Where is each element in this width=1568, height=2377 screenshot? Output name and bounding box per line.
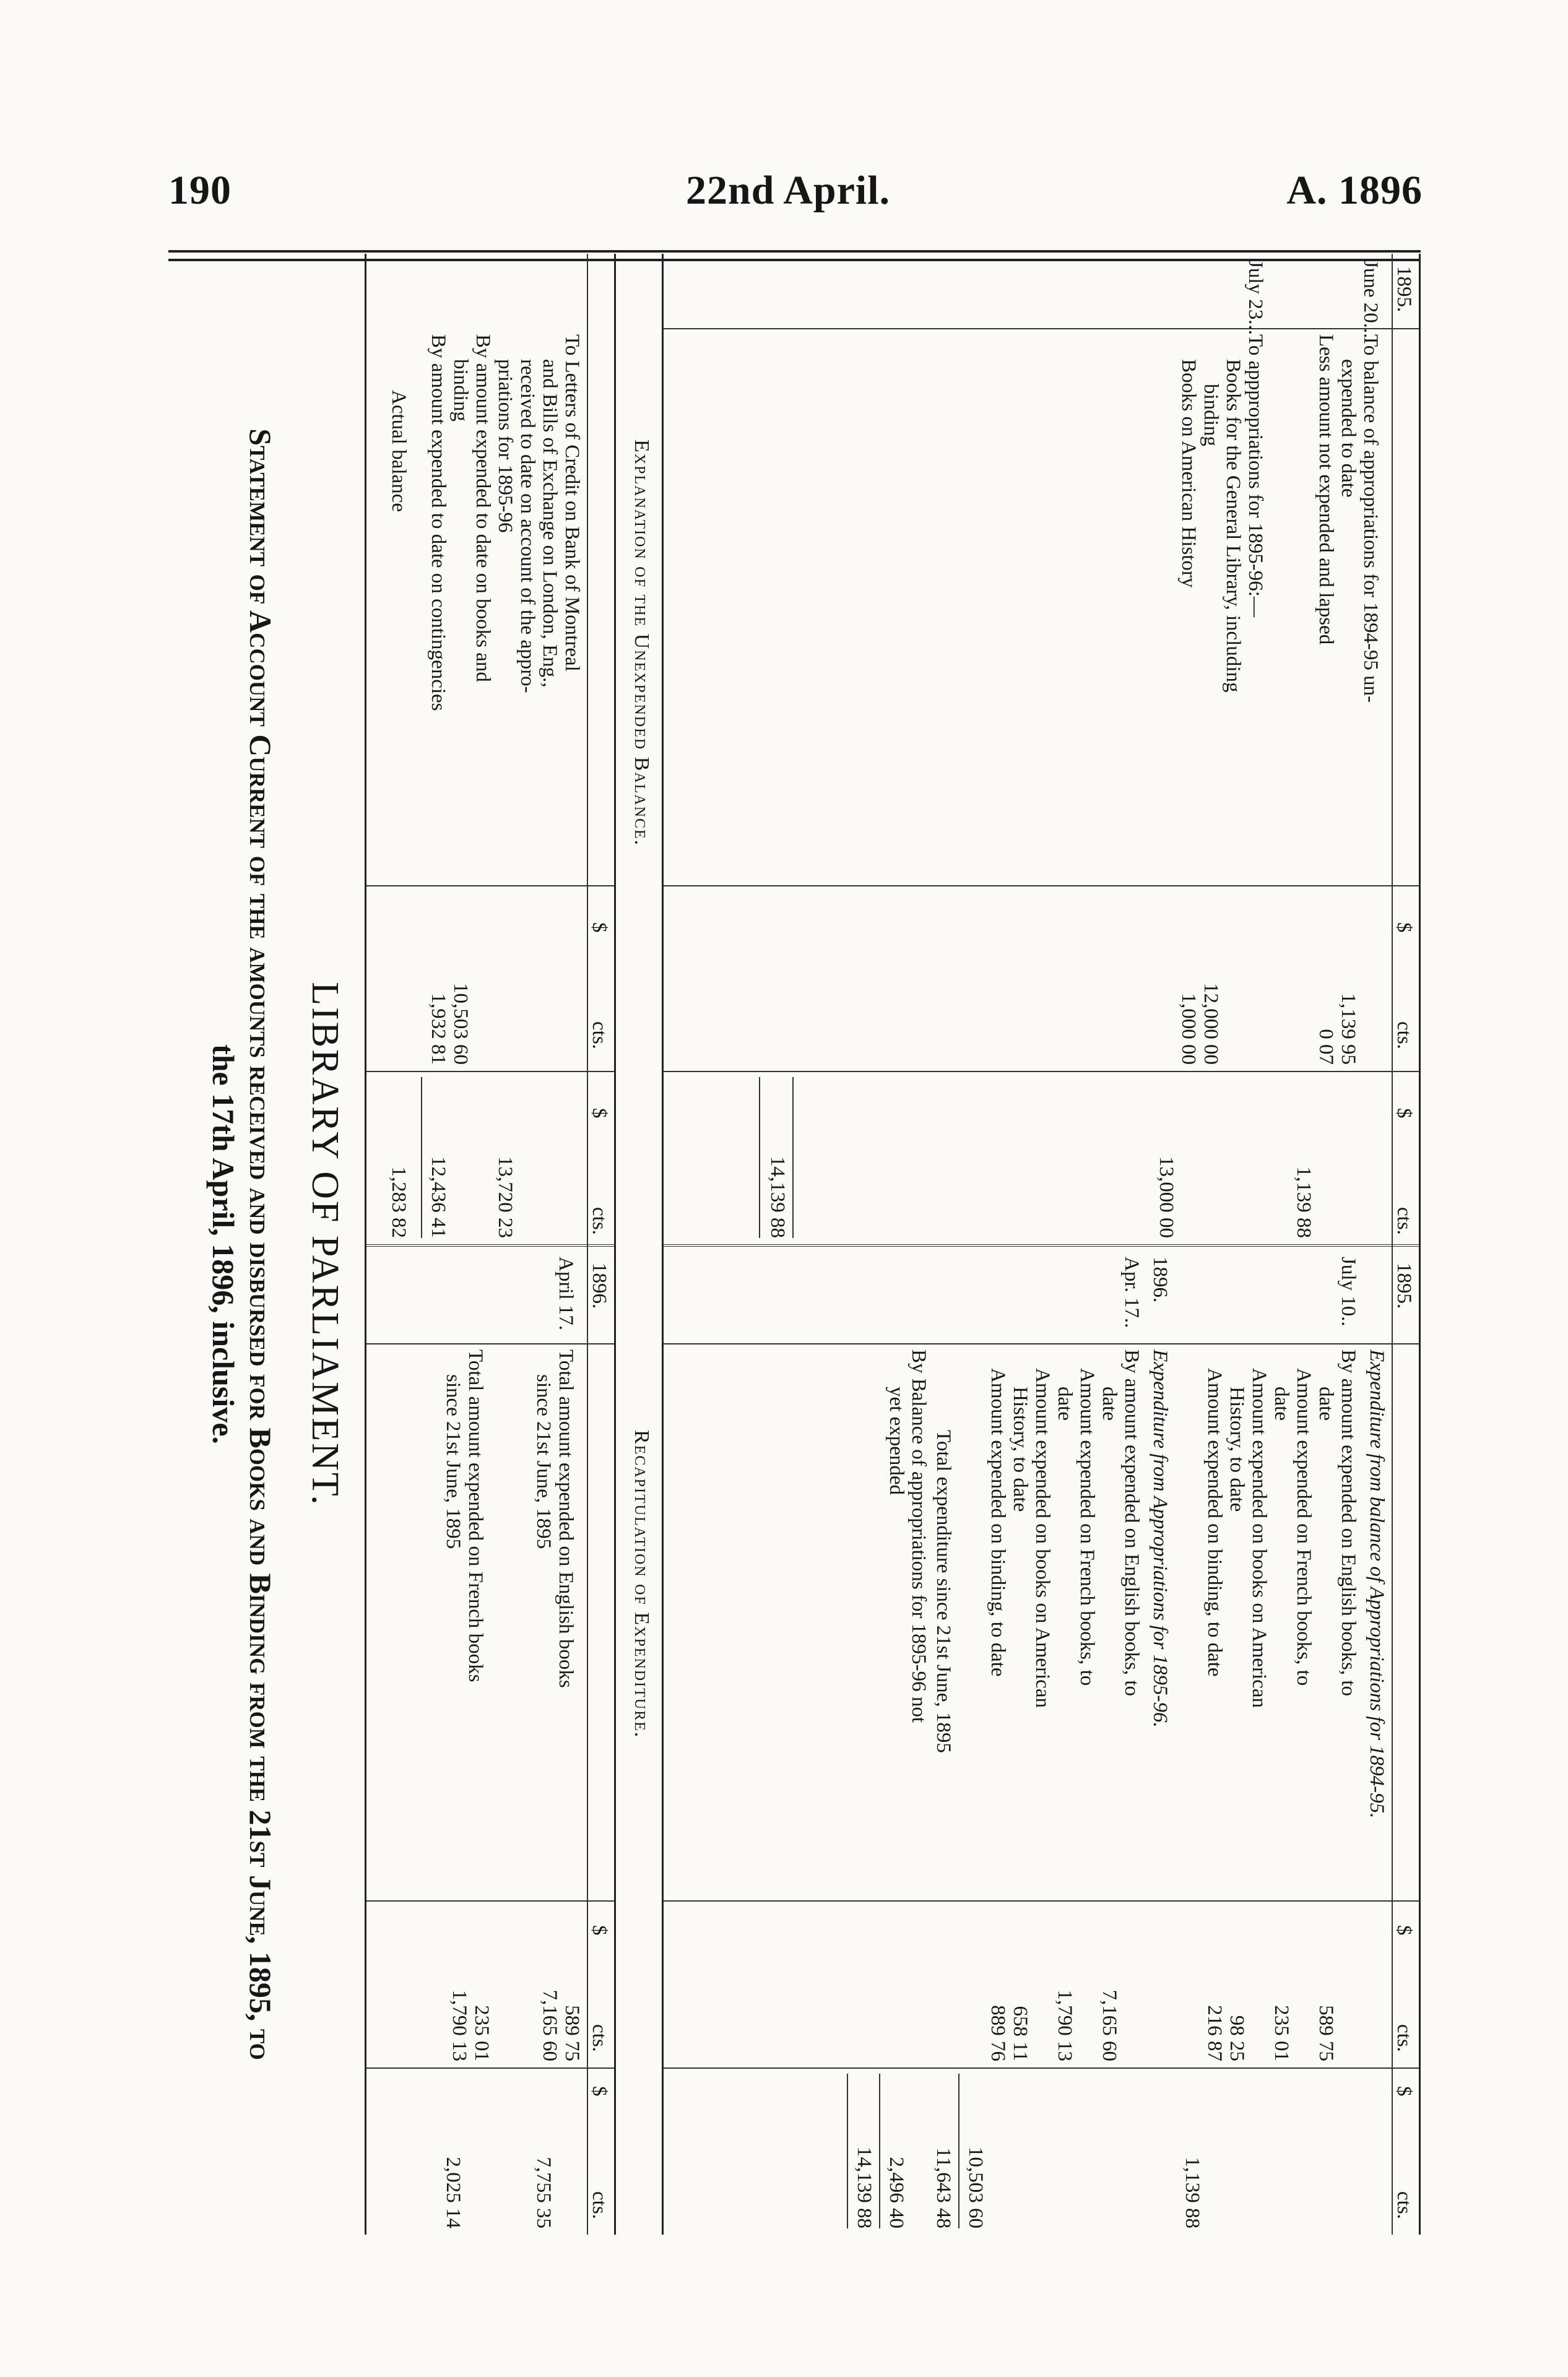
dollar-header: $ (588, 2086, 610, 2097)
payment-date: July 10.. (1337, 1257, 1359, 1327)
recap-amount: 235 01 (470, 2005, 493, 2061)
receipt-text: Books for the General Library, including (1222, 359, 1244, 693)
unexpended-text: binding (449, 359, 472, 422)
unexpended-text: To Letters of Credit on Bank of Montreal (561, 334, 583, 672)
rotated-statement (168, 254, 1421, 2235)
dollar-header: $ (588, 1108, 610, 1119)
recap-text: Total amount expended on English books (555, 1349, 577, 1688)
receipt-text: To apppropriations for 1895-96:— (1244, 334, 1267, 617)
receipt-text: Books on American History (1177, 359, 1200, 588)
cents-header: cts. (588, 2024, 610, 2052)
payment-text: Amount expended on books on American (1248, 1368, 1270, 1708)
payment-text: Amount expended on binding, to date (1203, 1368, 1226, 1677)
cents-header: cts. (1393, 1021, 1415, 1049)
balance-label: By Balance of appropriations for 1895-96 not (907, 1349, 930, 1723)
payment-date: Apr. 17.. (1120, 1257, 1143, 1328)
receipt-text: expended to date (1337, 359, 1359, 498)
payment-total: 10,503 60 (964, 2147, 987, 2228)
receipt-amount: 0 07 (1315, 1029, 1337, 1065)
year-reference: A. 1896 (1286, 168, 1423, 213)
recap-text: since 21st June, 1895 (532, 1374, 555, 1549)
account-table (662, 254, 1421, 2235)
cents-header: cts. (1393, 1207, 1415, 1235)
receipt-text: binding (1200, 384, 1222, 446)
header-rule (168, 250, 1421, 253)
receipt-text: Less amount not expended and lapsed (1315, 334, 1337, 645)
payment-text: date (1315, 1387, 1337, 1421)
balance-label: yet expended (885, 1387, 907, 1496)
payment-text: Amount expended on French books, to (1293, 1368, 1315, 1686)
statement-heading-line2: the 17th April, 1896, inclusive. (206, 1044, 241, 1444)
dollar-header: $ (588, 922, 610, 933)
receipt-amount: 1,000 00 (1177, 993, 1200, 1065)
page-date: 22nd April. (686, 168, 891, 213)
payments-year: 1895. (1393, 1263, 1415, 1309)
payment-total: 1,139 88 (1181, 2157, 1203, 2228)
cents-header: cts. (1393, 2191, 1415, 2219)
unexpended-text: and Bills of Exchange on London, Eng., (539, 359, 561, 688)
total-expenditure: 11,643 48 (932, 2147, 955, 2228)
recap-year: 1896. (588, 1263, 610, 1309)
dollar-header: $ (1393, 2086, 1415, 2097)
recapitulation-title: Recapitulation of Expenditure. (630, 1430, 653, 1739)
payment-text: Amount expended on French books, to (1076, 1368, 1098, 1686)
payment-text: date (1270, 1387, 1293, 1421)
cents-header: cts. (588, 1207, 610, 1235)
unexpended-balance-title: Explanation of the Unexpended Balance. (630, 439, 653, 847)
receipt-amount: 12,000 00 (1200, 983, 1222, 1065)
dollar-header: $ (1393, 922, 1415, 933)
payment-text: date (1098, 1387, 1120, 1421)
recap-text: Total amount expended on French books (464, 1349, 487, 1682)
unexpended-amount: 10,503 60 (449, 983, 472, 1065)
payment-text: Amount expended on books on American (1031, 1368, 1054, 1708)
document-title: LIBRARY OF PARLIAMENT. (304, 982, 346, 1507)
payment-amount: 7,165 60 (1098, 1989, 1120, 2061)
statement-heading: Statement of Account Current of the amounts received and disbursed for Books and Binding from the 21st June, 1895, to (243, 428, 278, 2060)
unexpended-amount: 1,932 81 (427, 993, 449, 1065)
payment-text: Amount expended on binding, to date (987, 1368, 1009, 1677)
unexpended-text: received to date on account of the appro- (516, 359, 539, 693)
unexpended-total: 13,720 23 (494, 1156, 516, 1238)
recap-date: April 17. (555, 1257, 577, 1331)
payment-amount: 1,790 13 (1054, 1989, 1076, 2061)
payment-amount: 235 01 (1270, 2005, 1293, 2061)
payment-text: By amount expended on English books, to (1120, 1349, 1143, 1697)
receipt-text: To balance of appropriations for 1894-95 un- (1359, 334, 1382, 703)
payment-amount: 216 87 (1203, 2005, 1226, 2061)
receipt-date: July 23... (1244, 260, 1267, 336)
payment-amount: 589 75 (1315, 2005, 1337, 2061)
balance-amount: 2,496 40 (885, 2157, 907, 2228)
cents-header: cts. (588, 2191, 610, 2219)
dollar-header: $ (588, 1925, 610, 1936)
payment-text: date (1054, 1387, 1076, 1421)
recap-total: 2,025 14 (442, 2157, 464, 2228)
receipt-amount: 1,139 95 (1337, 993, 1359, 1065)
receipts-year: 1895. (1393, 266, 1415, 313)
receipt-total: 13,000 00 (1155, 1156, 1177, 1238)
recap-amount: 7,165 60 (539, 1989, 561, 2061)
cents-header: cts. (1393, 2024, 1415, 2052)
dollar-header: $ (1393, 1925, 1415, 1936)
unexpended-balance-table (365, 254, 616, 2235)
unexpended-text: By amount expended to date on books and (472, 334, 494, 682)
payment-amount: 658 11 (1009, 2006, 1031, 2061)
payments-year: 1896. (1149, 1257, 1171, 1303)
section-title: Expenditure from balance of Appropriations for 1894-95. (1366, 1349, 1388, 1819)
receipt-date: June 20... (1359, 260, 1382, 339)
recap-amount: 589 75 (561, 2005, 583, 2061)
receipts-grand-total: 14,139 88 (766, 1156, 789, 1238)
unexpended-text: By amount expended to date on contingencies (427, 334, 449, 711)
unexpended-text: Actual balance (388, 390, 410, 512)
page-number: 190 (168, 168, 232, 213)
dollar-header: $ (1393, 1108, 1415, 1119)
total-expenditure-label: Total expenditure since 21st June, 1895 (932, 1430, 955, 1753)
recap-text: since 21st June, 1895 (442, 1374, 464, 1549)
unexpended-text: priations for 1895-96 (494, 359, 516, 533)
recap-amount: 1,790 13 (448, 1989, 470, 2061)
payment-amount: 98 25 (1226, 2015, 1248, 2061)
cents-header: cts. (588, 1021, 610, 1049)
payment-text: History, to date (1009, 1387, 1031, 1512)
receipt-total: 1,139 88 (1293, 1166, 1315, 1238)
unexpended-total: 12,436 41 (427, 1156, 449, 1238)
section-title: Expenditure from Appropriations for 1895-96. (1149, 1349, 1171, 1728)
actual-balance: 1,283 82 (388, 1166, 410, 1238)
payment-text: By amount expended on English books, to (1337, 1349, 1359, 1697)
payments-grand-total: 14,139 88 (853, 2147, 875, 2228)
recap-total: 7,755 35 (532, 2157, 555, 2228)
payment-amount: 889 76 (987, 2005, 1009, 2061)
payment-text: History, to date (1226, 1387, 1248, 1512)
